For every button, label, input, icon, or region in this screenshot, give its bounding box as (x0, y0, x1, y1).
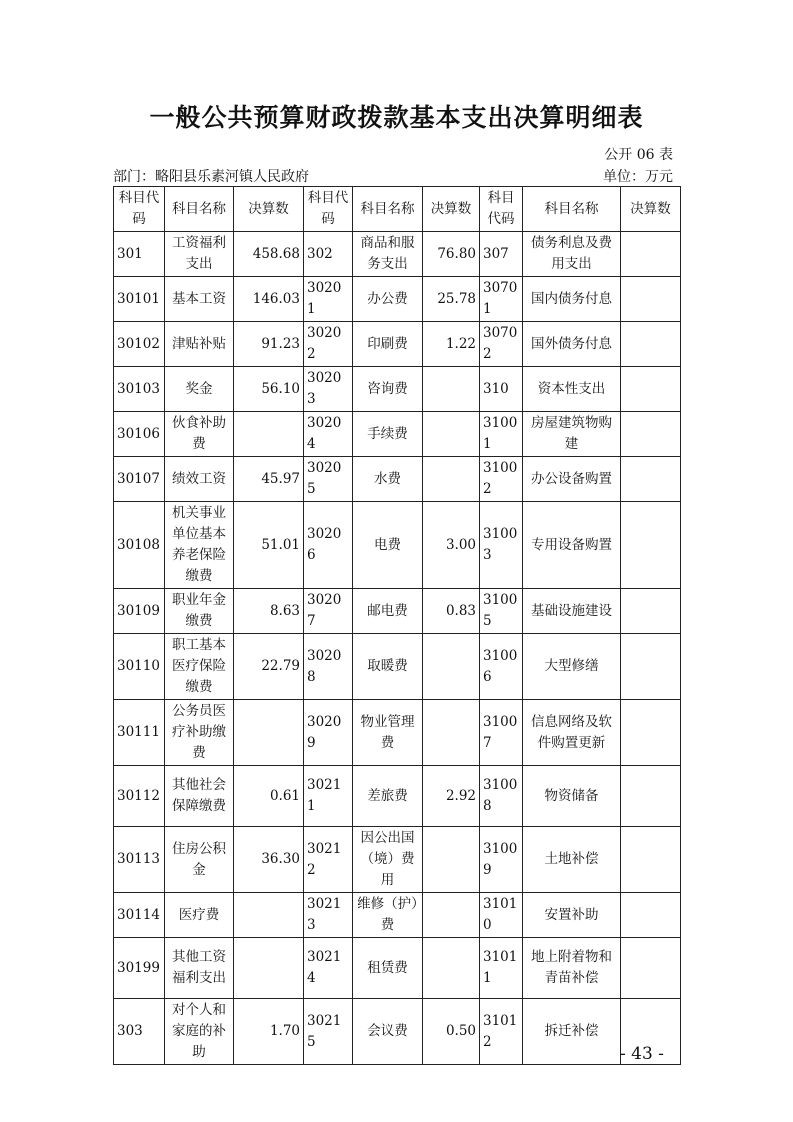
amount-cell (621, 634, 681, 700)
subject-code-cell: 31009 (480, 827, 523, 893)
table-row (114, 277, 681, 322)
page-title: 一般公共预算财政拨款基本支出决算明细表 (149, 103, 644, 132)
subject-code-cell: 30107 (114, 457, 165, 502)
subject-name-cell: 地上附着物和青苗补偿 (523, 938, 621, 999)
column-header: 科目代码 (114, 187, 165, 232)
table-row (114, 999, 681, 1065)
subject-name-cell: 绩效工资 (165, 457, 234, 502)
amount-cell (621, 367, 681, 412)
amount-cell: 1.22 (423, 322, 480, 367)
table-row (114, 589, 681, 634)
amount-cell: 8.63 (234, 589, 304, 634)
amount-cell (423, 367, 480, 412)
expenditure-table (113, 186, 681, 1065)
amount-cell (621, 457, 681, 502)
amount-cell (621, 502, 681, 589)
subject-name-cell: 电费 (353, 502, 423, 589)
subject-code-cell: 302 (304, 232, 353, 277)
subject-name-cell: 大型修缮 (523, 634, 621, 700)
subject-name-cell: 对个人和家庭的补助 (165, 999, 234, 1065)
subject-code-cell: 30112 (114, 766, 165, 827)
subject-code-cell: 31008 (480, 766, 523, 827)
subject-code-cell: 30114 (114, 893, 165, 938)
amount-cell (423, 412, 480, 457)
amount-cell: 22.79 (234, 634, 304, 700)
subject-code-cell: 30206 (304, 502, 353, 589)
subject-name-cell: 其他工资福利支出 (165, 938, 234, 999)
amount-cell (621, 412, 681, 457)
table-row (114, 700, 681, 766)
subject-name-cell: 资本性支出 (523, 367, 621, 412)
subject-name-cell: 信息网络及软件购置更新 (523, 700, 621, 766)
table-row (114, 938, 681, 999)
subject-code-cell: 30204 (304, 412, 353, 457)
subject-code-cell: 30213 (304, 893, 353, 938)
amount-cell (621, 893, 681, 938)
table-row (114, 412, 681, 457)
unit-label: 单位：万元 (603, 169, 673, 185)
subject-name-cell: 伙食补助费 (165, 412, 234, 457)
subject-code-cell: 30103 (114, 367, 165, 412)
table-row (114, 457, 681, 502)
subject-code-cell: 30201 (304, 277, 353, 322)
subject-name-cell: 办公费 (353, 277, 423, 322)
subject-name-cell: 土地补偿 (523, 827, 621, 893)
subject-name-cell: 基础设施建设 (523, 589, 621, 634)
amount-cell: 51.01 (234, 502, 304, 589)
subject-code-cell: 30202 (304, 322, 353, 367)
subject-code-cell: 30203 (304, 367, 353, 412)
subject-name-cell: 奖金 (165, 367, 234, 412)
column-header: 决算数 (423, 187, 480, 232)
amount-cell: 56.10 (234, 367, 304, 412)
amount-cell: 76.80 (423, 232, 480, 277)
subject-name-cell: 物资储备 (523, 766, 621, 827)
subject-name-cell: 职业年金缴费 (165, 589, 234, 634)
table-row (114, 893, 681, 938)
amount-cell: 45.97 (234, 457, 304, 502)
column-header: 科目名称 (353, 187, 423, 232)
amount-cell: 0.50 (423, 999, 480, 1065)
amount-cell: 0.83 (423, 589, 480, 634)
subject-code-cell: 30212 (304, 827, 353, 893)
column-header: 科目名称 (165, 187, 234, 232)
subject-code-cell: 30702 (480, 322, 523, 367)
amount-cell (621, 589, 681, 634)
subject-code-cell: 30101 (114, 277, 165, 322)
table-header-row (114, 187, 681, 232)
subject-code-cell: 30108 (114, 502, 165, 589)
amount-cell (423, 634, 480, 700)
column-header: 科目代码 (480, 187, 523, 232)
subject-code-cell: 30207 (304, 589, 353, 634)
amount-cell (234, 412, 304, 457)
amount-cell (621, 766, 681, 827)
table-row (114, 766, 681, 827)
subject-code-cell: 30701 (480, 277, 523, 322)
subject-code-cell: 30215 (304, 999, 353, 1065)
subject-code-cell: 31002 (480, 457, 523, 502)
amount-cell (621, 827, 681, 893)
amount-cell (621, 938, 681, 999)
subject-code-cell: 30113 (114, 827, 165, 893)
subject-name-cell: 工资福利支出 (165, 232, 234, 277)
subject-name-cell: 租赁费 (353, 938, 423, 999)
amount-cell (234, 700, 304, 766)
subject-name-cell: 基本工资 (165, 277, 234, 322)
amount-cell (423, 457, 480, 502)
amount-cell: 458.68 (234, 232, 304, 277)
subject-code-cell: 310 (480, 367, 523, 412)
subject-name-cell: 其他社会保障缴费 (165, 766, 234, 827)
amount-cell: 2.92 (423, 766, 480, 827)
subject-name-cell: 商品和服务支出 (353, 232, 423, 277)
department-label: 部门：略阳县乐素河镇人民政府 (113, 169, 309, 185)
amount-cell (234, 893, 304, 938)
amount-cell: 3.00 (423, 502, 480, 589)
subject-code-cell: 31006 (480, 634, 523, 700)
subject-code-cell: 31012 (480, 999, 523, 1065)
subject-code-cell: 303 (114, 999, 165, 1065)
subject-name-cell: 国外债务付息 (523, 322, 621, 367)
column-header: 科目代码 (304, 187, 353, 232)
subject-name-cell: 取暖费 (353, 634, 423, 700)
subject-code-cell: 30199 (114, 938, 165, 999)
column-header: 决算数 (621, 187, 681, 232)
amount-cell: 25.78 (423, 277, 480, 322)
subject-name-cell: 印刷费 (353, 322, 423, 367)
table-row (114, 322, 681, 367)
subject-name-cell: 安置补助 (523, 893, 621, 938)
table-row (114, 367, 681, 412)
subject-code-cell: 31001 (480, 412, 523, 457)
page-number: - 43 - (620, 1044, 664, 1064)
subject-name-cell: 津贴补贴 (165, 322, 234, 367)
amount-cell: 1.70 (234, 999, 304, 1065)
subject-name-cell: 住房公积金 (165, 827, 234, 893)
subject-name-cell: 会议费 (353, 999, 423, 1065)
subject-name-cell: 差旅费 (353, 766, 423, 827)
amount-cell (621, 232, 681, 277)
subject-code-cell: 31003 (480, 502, 523, 589)
subject-code-cell: 30110 (114, 634, 165, 700)
subject-name-cell: 职工基本医疗保险缴费 (165, 634, 234, 700)
subject-code-cell: 31007 (480, 700, 523, 766)
amount-cell: 36.30 (234, 827, 304, 893)
amount-cell (423, 938, 480, 999)
subject-name-cell: 手续费 (353, 412, 423, 457)
table-row (114, 502, 681, 589)
subject-code-cell: 31010 (480, 893, 523, 938)
amount-cell (423, 700, 480, 766)
form-number: 公开 06 表 (604, 147, 673, 163)
amount-cell (621, 322, 681, 367)
amount-cell: 146.03 (234, 277, 304, 322)
column-header: 决算数 (234, 187, 304, 232)
subject-code-cell: 30208 (304, 634, 353, 700)
subject-code-cell: 30205 (304, 457, 353, 502)
table-row (114, 634, 681, 700)
subject-code-cell: 30109 (114, 589, 165, 634)
subject-name-cell: 咨询费 (353, 367, 423, 412)
subject-name-cell: 医疗费 (165, 893, 234, 938)
subject-name-cell: 因公出国（境）费用 (353, 827, 423, 893)
subject-name-cell: 邮电费 (353, 589, 423, 634)
amount-cell (621, 700, 681, 766)
subject-name-cell: 拆迁补偿 (523, 999, 621, 1065)
amount-cell (423, 827, 480, 893)
subject-name-cell: 水费 (353, 457, 423, 502)
subject-name-cell: 房屋建筑物购建 (523, 412, 621, 457)
subject-code-cell: 30214 (304, 938, 353, 999)
subject-name-cell: 办公设备购置 (523, 457, 621, 502)
table-row (114, 232, 681, 277)
amount-cell: 0.61 (234, 766, 304, 827)
subject-name-cell: 专用设备购置 (523, 502, 621, 589)
subject-name-cell: 机关事业单位基本养老保险缴费 (165, 502, 234, 589)
amount-cell (621, 277, 681, 322)
amount-cell (423, 893, 480, 938)
subject-code-cell: 301 (114, 232, 165, 277)
table-row (114, 827, 681, 893)
subject-name-cell: 债务利息及费用支出 (523, 232, 621, 277)
amount-cell: 91.23 (234, 322, 304, 367)
subject-code-cell: 30209 (304, 700, 353, 766)
subject-code-cell: 31005 (480, 589, 523, 634)
column-header: 科目名称 (523, 187, 621, 232)
subject-code-cell: 30102 (114, 322, 165, 367)
subject-code-cell: 30111 (114, 700, 165, 766)
subject-name-cell: 维修（护）费 (353, 893, 423, 938)
subject-code-cell: 31011 (480, 938, 523, 999)
amount-cell (234, 938, 304, 999)
subject-name-cell: 物业管理费 (353, 700, 423, 766)
subject-code-cell: 30106 (114, 412, 165, 457)
subject-code-cell: 307 (480, 232, 523, 277)
subject-name-cell: 国内债务付息 (523, 277, 621, 322)
subject-name-cell: 公务员医疗补助缴费 (165, 700, 234, 766)
subject-code-cell: 30211 (304, 766, 353, 827)
